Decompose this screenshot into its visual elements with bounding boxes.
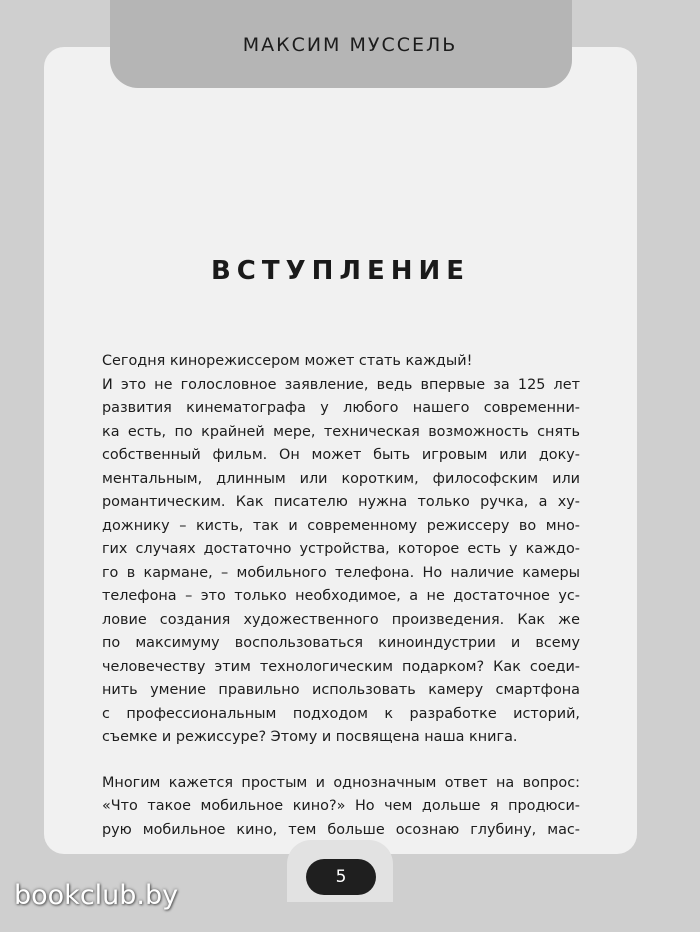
text-line: съемке и режиссуре? Этому и посвящена наша книга. xyxy=(102,729,518,745)
text-line: романтическим. Как писателю нужна только ручка, а ху- xyxy=(102,494,580,510)
text-line: дожнику – кисть, так и современному режиссеру во мно- xyxy=(102,517,580,534)
text-line: И это не голословное заявление, ведь впервые за 125 лет xyxy=(102,376,580,393)
paragraph-gap xyxy=(102,750,580,772)
text-line: гих случаях достаточно устройства, которое есть у каждо- xyxy=(102,541,580,557)
text-line: развития кинематографа у любого нашего современни- xyxy=(102,400,580,416)
text-line: го в кармане, – мобильного телефона. Но наличие камеры xyxy=(102,564,580,581)
text-line: ка есть, по крайней мере, техническая возможность снять xyxy=(102,423,580,440)
text-line: «Что такое мобильное кино?» Но чем дольше я продюси- xyxy=(102,798,580,814)
text-line: рую мобильное кино, тем больше осознаю глубину, мас- xyxy=(102,821,580,838)
text-line: с профессиональным подходом к разработке историй, xyxy=(102,705,580,722)
chapter-title: ВСТУПЛЕНИЕ xyxy=(210,256,471,286)
text-line: ментальным, длинным или коротким, философским или xyxy=(102,470,580,487)
text-line: нить умение правильно использовать камеру смартфона xyxy=(102,682,580,698)
text-line: человечеству этим технологическим подарком? Как соеди- xyxy=(102,658,580,675)
body-text xyxy=(102,350,580,842)
text-line: Многим кажется простым и однозначным ответ на вопрос: xyxy=(102,774,580,791)
watermark: bookclub.by xyxy=(14,880,179,911)
text-line: телефона – это только необходимое, а не достаточное ус- xyxy=(102,588,580,604)
page-number-badge: 5 xyxy=(306,859,376,895)
text-line: Сегодня кинорежиссером может стать каждый! xyxy=(102,353,473,369)
text-line: собственный фильм. Он может быть игровым или доку- xyxy=(102,447,580,463)
running-header-author: МАКСИМ МУССЕЛЬ xyxy=(242,34,458,56)
text-line: по максимуму воспользоваться киноиндустрии и всему xyxy=(102,635,580,651)
text-line: ловие создания художественного произведения. Как же xyxy=(102,611,580,628)
